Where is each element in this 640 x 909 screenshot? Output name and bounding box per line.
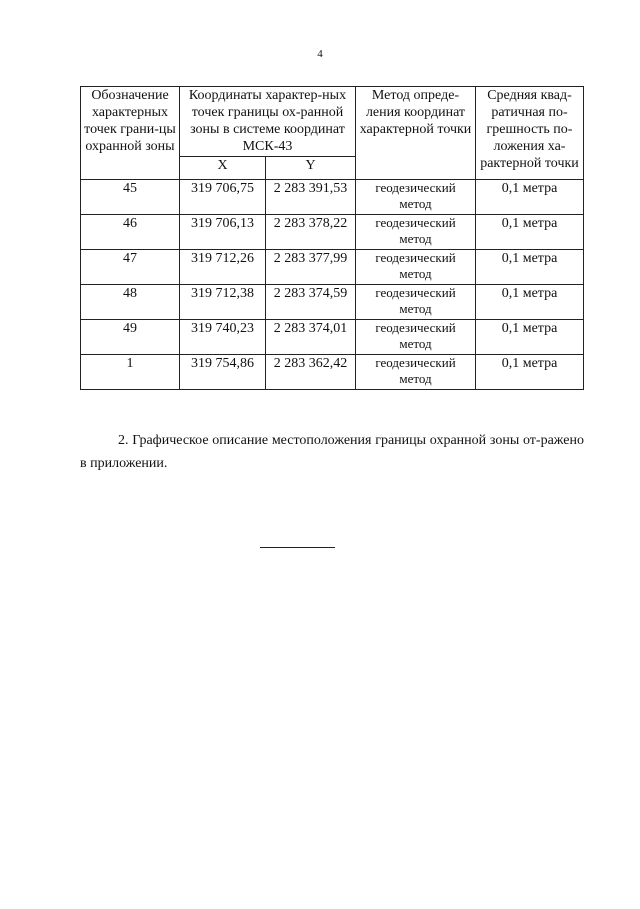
header-coordinates: Координаты характер-ных точек границы ох-ранной зоны в системе координат МСК-43 xyxy=(180,87,356,157)
table-row xyxy=(81,320,584,355)
cell-y: 2 283 378,22 xyxy=(266,215,356,250)
cell-point: 1 xyxy=(81,355,180,390)
table-row xyxy=(81,180,584,215)
cell-x: 319 706,13 xyxy=(180,215,266,250)
cell-point: 46 xyxy=(81,215,180,250)
cell-x: 319 712,38 xyxy=(180,285,266,320)
table-row xyxy=(81,285,584,320)
page-number: 4 xyxy=(317,48,323,60)
cell-x: 319 740,23 xyxy=(180,320,266,355)
cell-point: 48 xyxy=(81,285,180,320)
end-rule xyxy=(260,547,335,548)
cell-point: 47 xyxy=(81,250,180,285)
cell-method: геодезический метод xyxy=(356,355,476,390)
cell-method: геодезический метод xyxy=(356,285,476,320)
cell-method: геодезический метод xyxy=(356,320,476,355)
cell-y: 2 283 374,59 xyxy=(266,285,356,320)
header-y: Y xyxy=(266,156,356,179)
cell-x: 319 754,86 xyxy=(180,355,266,390)
cell-point: 45 xyxy=(81,180,180,215)
header-error: Средняя квад-ратичная по-грешность по-ложения ха-рактерной точки xyxy=(476,87,584,180)
header-x: X xyxy=(180,156,266,179)
cell-y: 2 283 362,42 xyxy=(266,355,356,390)
cell-method: геодезический метод xyxy=(356,250,476,285)
table-header-row xyxy=(81,87,584,157)
cell-method: геодезический метод xyxy=(356,180,476,215)
cell-y: 2 283 377,99 xyxy=(266,250,356,285)
cell-error: 0,1 метра xyxy=(476,250,584,285)
header-method: Метод опреде-ления координат характерной точки xyxy=(356,87,476,180)
cell-error: 0,1 метра xyxy=(476,285,584,320)
cell-error: 0,1 метра xyxy=(476,320,584,355)
cell-y: 2 283 391,53 xyxy=(266,180,356,215)
cell-y: 2 283 374,01 xyxy=(266,320,356,355)
cell-point: 49 xyxy=(81,320,180,355)
table-row xyxy=(81,215,584,250)
cell-x: 319 712,26 xyxy=(180,250,266,285)
table-row xyxy=(81,250,584,285)
cell-x: 319 706,75 xyxy=(180,180,266,215)
boundary-coordinates-table xyxy=(80,86,584,390)
cell-error: 0,1 метра xyxy=(476,215,584,250)
cell-error: 0,1 метра xyxy=(476,355,584,390)
cell-error: 0,1 метра xyxy=(476,180,584,215)
cell-method: геодезический метод xyxy=(356,215,476,250)
header-designation: Обозначение характерных точек грани-цы охранной зоны xyxy=(81,87,180,180)
table-row xyxy=(81,355,584,390)
graphic-description-paragraph: 2. Графическое описание местоположения границы охранной зоны от-ражено в приложении. xyxy=(80,433,584,471)
